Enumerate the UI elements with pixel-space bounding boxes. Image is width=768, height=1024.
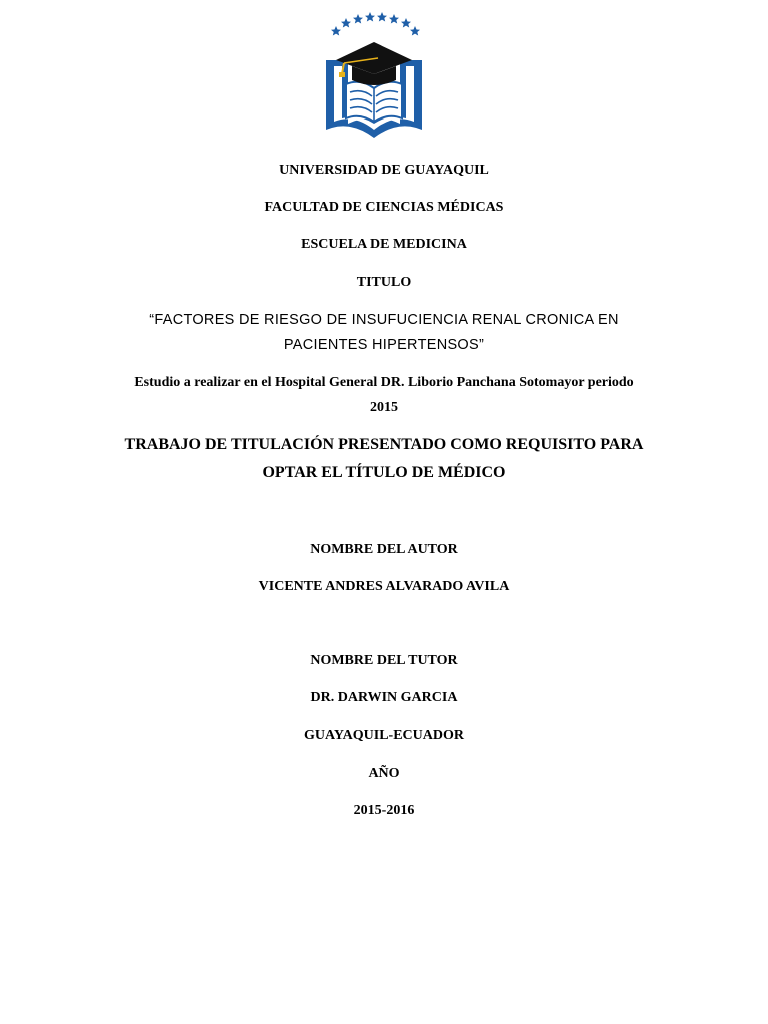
title-label: TITULO [356, 275, 412, 290]
purpose-line-1: TRABAJO DE TITULACIÓN PRESENTADO COMO REQUISITO PARA [124, 436, 644, 453]
study-description-line-1: Estudio a realizar en el Hospital General DR. Liborio Panchana Sotomayor periodo [134, 375, 634, 390]
author-name: VICENTE ANDRES ALVARADO AVILA [258, 579, 510, 594]
tutor-label: NOMBRE DEL TUTOR [310, 653, 458, 668]
university-crest-icon [318, 8, 430, 144]
university-name: UNIVERSIDAD DE GUAYAQUIL [279, 163, 489, 178]
stars-arc [331, 12, 420, 36]
purpose-line-2: OPTAR EL TÍTULO DE MÉDICO [262, 464, 506, 481]
study-description-line-2: 2015 [370, 400, 398, 415]
year-value: 2015-2016 [353, 803, 415, 818]
tutor-name: DR. DARWIN GARCIA [310, 690, 458, 705]
thesis-title-line-2: PACIENTES HIPERTENSOS” [283, 337, 485, 353]
location: GUAYAQUIL-ECUADOR [304, 728, 464, 743]
thesis-title-line-1: “FACTORES DE RIESGO DE INSUFUCIENCIA RENAL CRONICA EN [149, 312, 619, 328]
author-label: NOMBRE DEL AUTOR [310, 542, 458, 557]
school-name: ESCUELA DE MEDICINA [301, 237, 467, 252]
faculty-name: FACULTAD DE CIENCIAS MÉDICAS [264, 200, 504, 215]
year-label: AÑO [368, 766, 400, 781]
